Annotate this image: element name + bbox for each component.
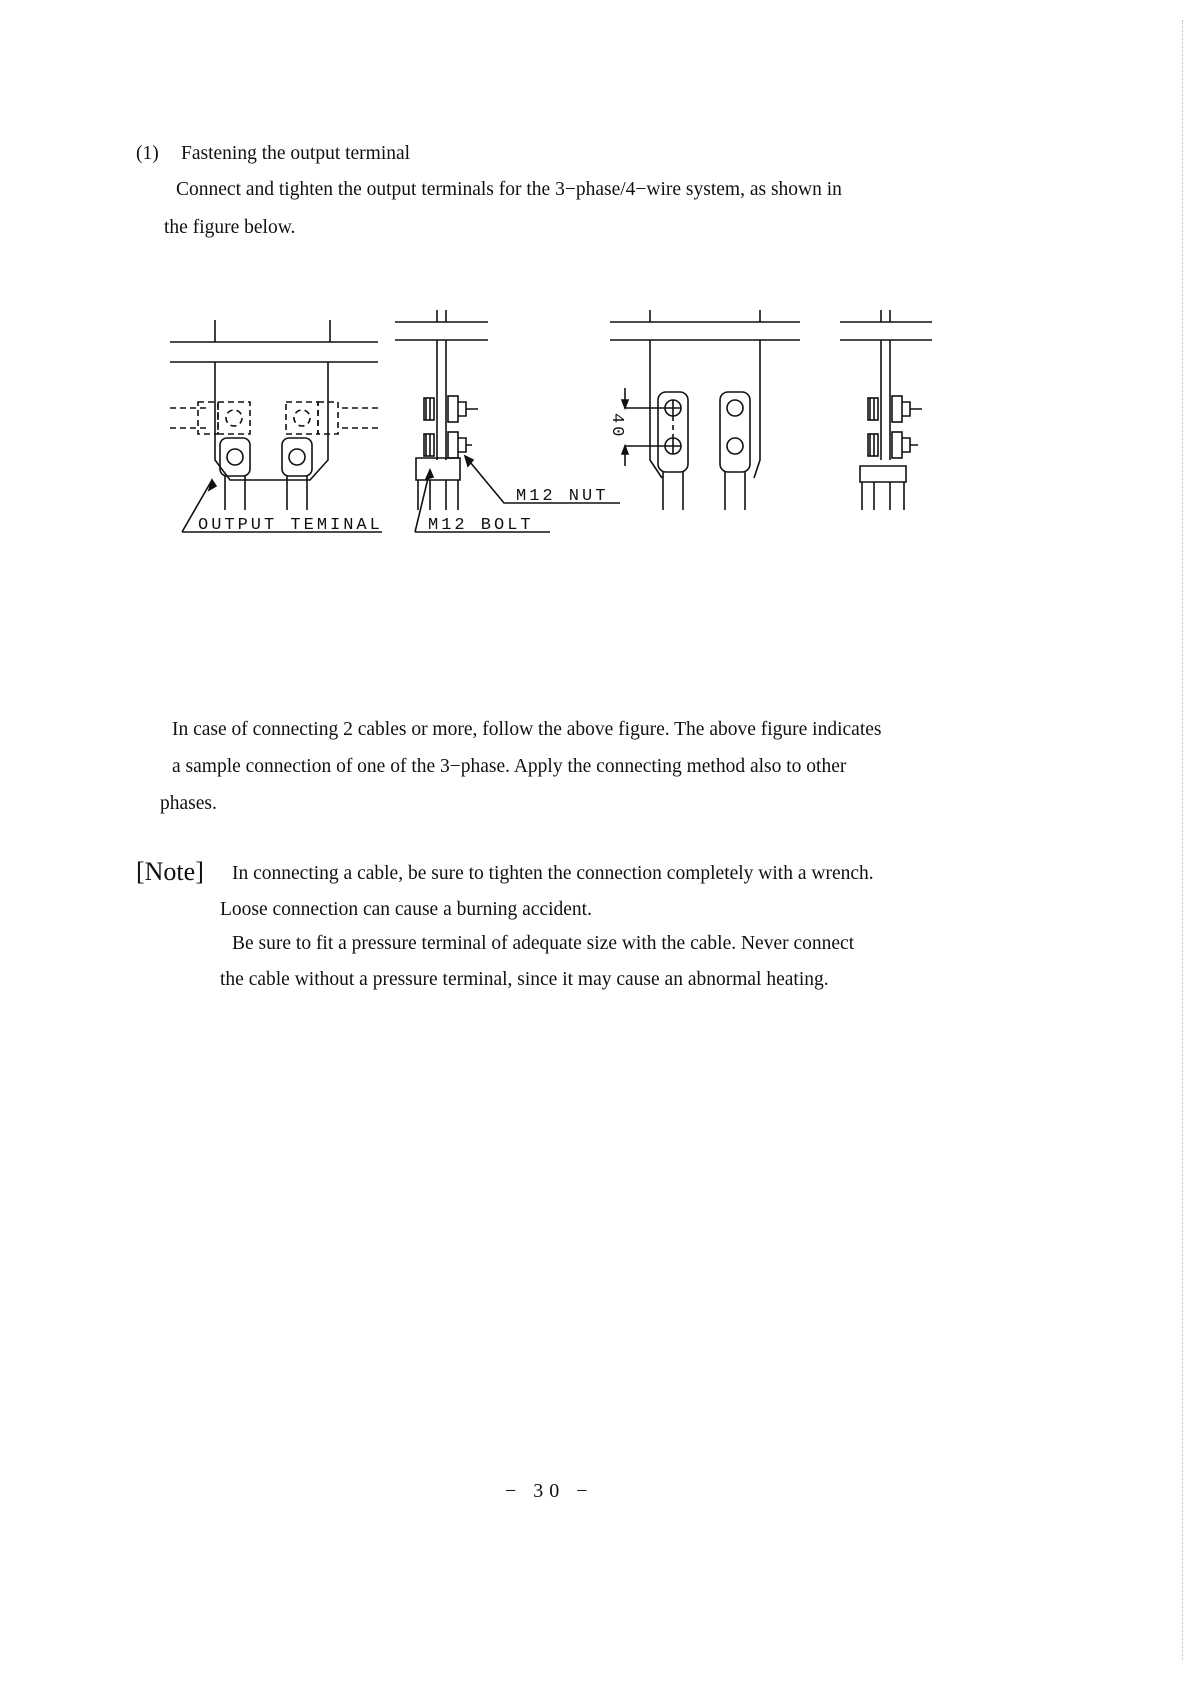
dashed-lug-left (170, 402, 250, 434)
dashed-lug-right (286, 402, 378, 434)
body-line-1: In case of connecting 2 cables or more, follow the above figure. The above figure indicates (172, 719, 882, 740)
body-line-3: phases. (160, 793, 217, 814)
note-line-4: the cable without a pressure terminal, since it may cause an abnormal heating. (220, 969, 829, 990)
label-m12-bolt: M12 BOLT (428, 516, 534, 535)
intro-line-2: the figure below. (164, 217, 296, 238)
terminal-connection-figure (160, 310, 1010, 580)
body-line-2: a sample connection of one of the 3−phase. Apply the connecting method also to other (172, 756, 847, 777)
front-view-b (610, 310, 800, 510)
note-tag: [Note] (136, 857, 204, 886)
section-title: Fastening the output terminal (181, 143, 411, 164)
scan-edge-artifact (1182, 20, 1184, 1660)
intro-line-1: Connect and tighten the output terminals for the 3−phase/4−wire system, as shown in (176, 179, 842, 200)
note-line-3: Be sure to fit a pressure terminal of adequate size with the cable. Never connect (232, 933, 855, 954)
note-line-2: Loose connection can cause a burning accident. (220, 899, 592, 920)
section-number: (1) (136, 143, 159, 164)
side-view-b (840, 310, 932, 510)
label-m12-nut: M12 NUT (516, 487, 609, 506)
front-view-a (170, 320, 382, 532)
note-line-1: In connecting a cable, be sure to tighten the connection completely with a wrench. (232, 863, 874, 884)
label-dimension: 40 (607, 413, 626, 440)
label-output-terminal: OUTPUT TEMINAL (198, 516, 383, 535)
page-number: − 30 − (505, 1480, 594, 1502)
